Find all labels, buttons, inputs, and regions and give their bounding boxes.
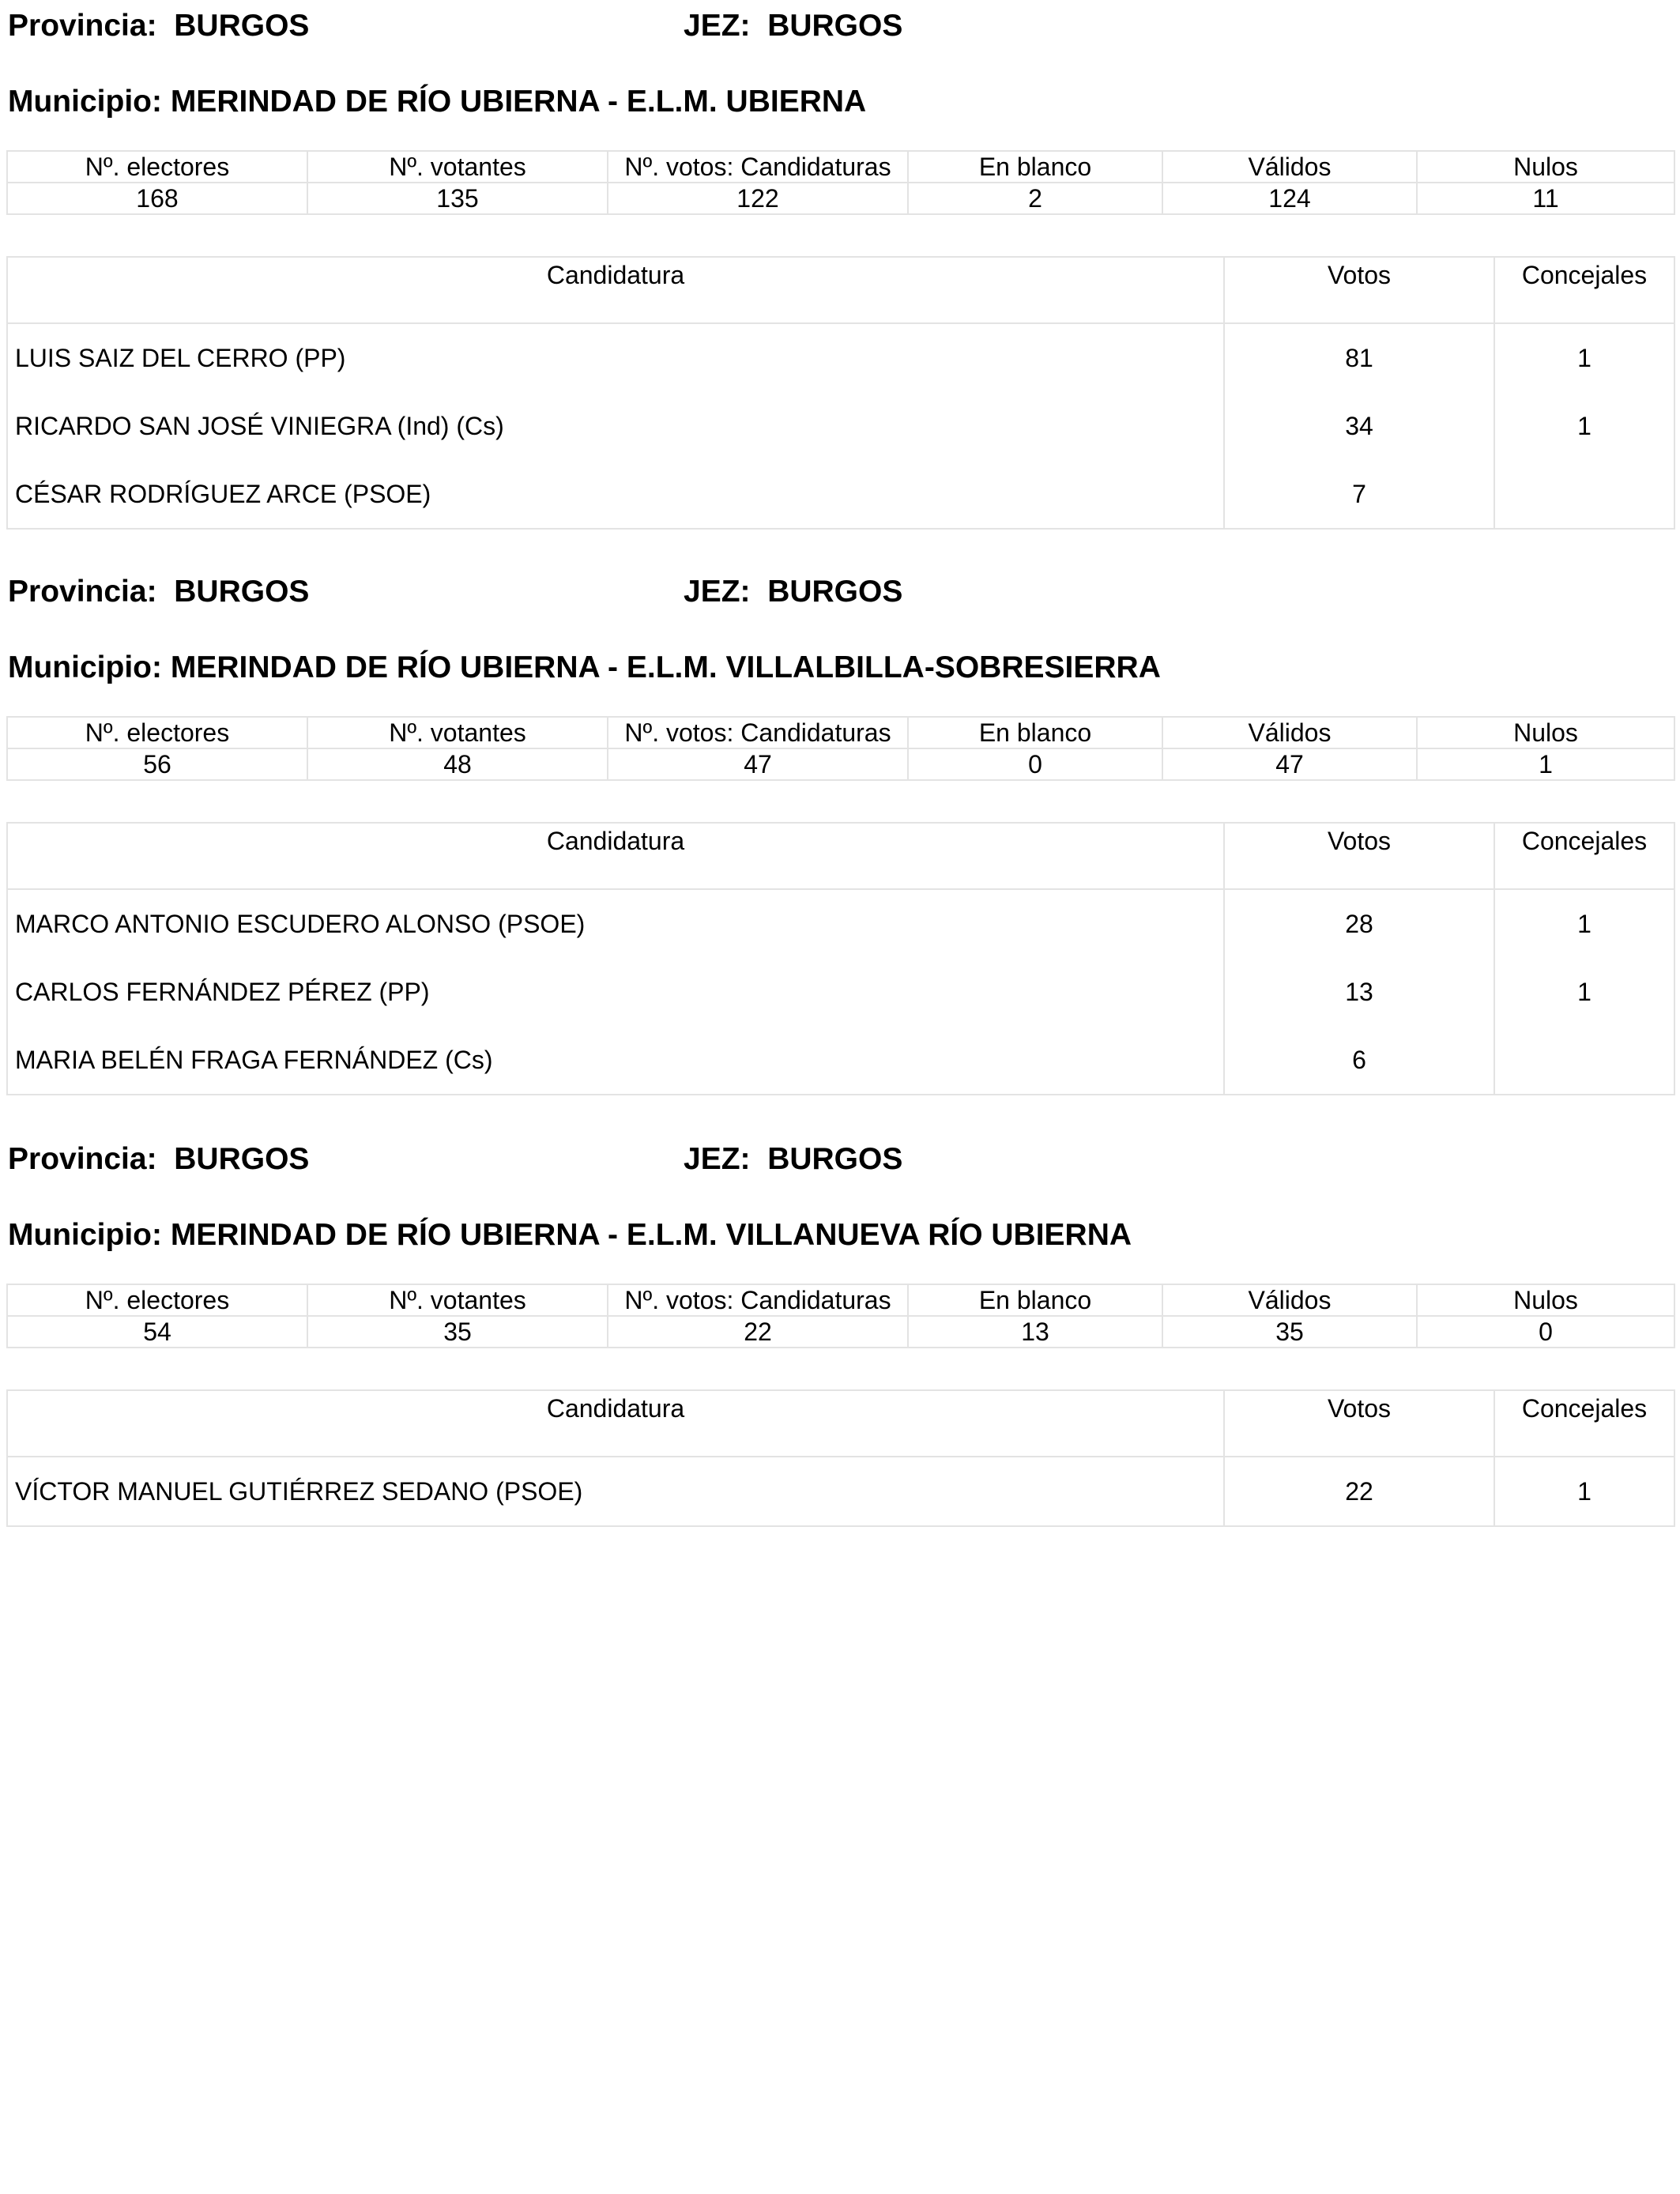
candidate-votos: 34 [1224, 392, 1494, 460]
summary-header-cell: Nº. votos: Candidaturas [608, 717, 908, 748]
votos-header: Votos [1224, 257, 1494, 323]
summary-header-cell: Nº. votos: Candidaturas [608, 151, 908, 183]
candidate-votos: 7 [1224, 460, 1494, 529]
summary-header-cell: En blanco [908, 1284, 1162, 1316]
municipality-section [6, 572, 1674, 1094]
candidates-header-row [7, 823, 1674, 889]
candidate-concejales: 1 [1494, 1457, 1674, 1526]
summary-value-row [7, 748, 1674, 780]
jez-value: BURGOS [767, 1142, 903, 1176]
candidate-concejales [1494, 460, 1674, 529]
candidates-header-row [7, 1390, 1674, 1457]
candidate-votos: 28 [1224, 889, 1494, 958]
summary-table [6, 1284, 1675, 1348]
province-header [8, 1140, 1667, 1179]
summary-value-cell: 13 [908, 1316, 1162, 1348]
candidate-votos: 81 [1224, 323, 1494, 392]
candidatura-header: Candidatura [7, 823, 1224, 889]
summary-header-row [7, 717, 1674, 748]
summary-value-cell: 35 [1162, 1316, 1417, 1348]
summary-header-cell: Nulos [1417, 717, 1674, 748]
summary-value-cell: 22 [608, 1316, 908, 1348]
candidates-table [6, 822, 1675, 1095]
province-header [8, 572, 1667, 612]
jez-label: JEZ: [684, 575, 751, 609]
municipio-title [8, 1214, 1132, 1257]
candidate-concejales [1494, 1026, 1674, 1095]
summary-table [6, 150, 1675, 215]
municipio-label: Municipio: [8, 650, 162, 684]
candidate-row [7, 323, 1674, 392]
province-header [8, 6, 1667, 46]
summary-value-row [7, 1316, 1674, 1348]
summary-header-cell: En blanco [908, 717, 1162, 748]
candidate-row [7, 392, 1674, 460]
municipio-label: Municipio: [8, 85, 162, 119]
votos-header: Votos [1224, 1390, 1494, 1457]
candidate-concejales: 1 [1494, 392, 1674, 460]
provincia-label: Provincia: [8, 575, 157, 609]
municipio-title [8, 647, 1161, 689]
jez-group [684, 6, 902, 46]
candidate-name: MARCO ANTONIO ESCUDERO ALONSO (PSOE) [7, 889, 1224, 958]
summary-header-cell: Nulos [1417, 1284, 1674, 1316]
jez-value: BURGOS [767, 9, 903, 43]
candidate-name: VÍCTOR MANUEL GUTIÉRREZ SEDANO (PSOE) [7, 1457, 1224, 1526]
candidate-name: CÉSAR RODRÍGUEZ ARCE (PSOE) [7, 460, 1224, 529]
summary-header-cell: Nº. votos: Candidaturas [608, 1284, 908, 1316]
summary-header-cell: Nº. votantes [307, 717, 608, 748]
summary-value-cell: 168 [7, 183, 307, 214]
summary-header-cell: Nulos [1417, 151, 1674, 183]
summary-header-row [7, 151, 1674, 183]
candidate-row [7, 1457, 1674, 1526]
municipio-value: MERINDAD DE RÍO UBIERNA - E.L.M. VILLANUEVA RÍO UBIERNA [170, 1218, 1132, 1252]
summary-value-cell: 1 [1417, 748, 1674, 780]
jez-label: JEZ: [684, 9, 751, 43]
summary-header-cell: Nº. votantes [307, 151, 608, 183]
summary-value-cell: 0 [908, 748, 1162, 780]
candidates-header-row [7, 257, 1674, 323]
municipio-title [8, 81, 866, 123]
candidate-name: MARIA BELÉN FRAGA FERNÁNDEZ (Cs) [7, 1026, 1224, 1095]
candidate-concejales: 1 [1494, 958, 1674, 1026]
candidates-table [6, 1389, 1675, 1527]
summary-value-cell: 48 [307, 748, 608, 780]
summary-value-cell: 124 [1162, 183, 1417, 214]
candidate-row [7, 460, 1674, 529]
summary-value-cell: 11 [1417, 183, 1674, 214]
summary-header-cell: En blanco [908, 151, 1162, 183]
summary-value-cell: 2 [908, 183, 1162, 214]
candidate-name: RICARDO SAN JOSÉ VINIEGRA (Ind) (Cs) [7, 392, 1224, 460]
summary-header-cell: Válidos [1162, 717, 1417, 748]
summary-header-cell: Válidos [1162, 151, 1417, 183]
concejales-header: Concejales [1494, 823, 1674, 889]
candidate-row [7, 1026, 1674, 1095]
summary-value-cell: 56 [7, 748, 307, 780]
summary-table [6, 716, 1675, 781]
summary-header-row [7, 1284, 1674, 1316]
summary-value-cell: 47 [1162, 748, 1417, 780]
candidate-votos: 6 [1224, 1026, 1494, 1095]
candidate-concejales: 1 [1494, 889, 1674, 958]
municipio-label: Municipio: [8, 1218, 162, 1252]
candidate-votos: 13 [1224, 958, 1494, 1026]
jez-value: BURGOS [767, 575, 903, 609]
summary-header-cell: Nº. votantes [307, 1284, 608, 1316]
municipality-section [6, 6, 1674, 528]
candidate-concejales: 1 [1494, 323, 1674, 392]
summary-value-cell: 0 [1417, 1316, 1674, 1348]
summary-header-cell: Nº. electores [7, 717, 307, 748]
summary-value-cell: 135 [307, 183, 608, 214]
votos-header: Votos [1224, 823, 1494, 889]
candidates-table [6, 256, 1675, 530]
jez-label: JEZ: [684, 1142, 751, 1176]
candidate-row [7, 889, 1674, 958]
provincia-value: BURGOS [174, 9, 310, 43]
provincia-label: Provincia: [8, 1142, 157, 1176]
provincia-value: BURGOS [174, 575, 310, 609]
concejales-header: Concejales [1494, 257, 1674, 323]
summary-value-cell: 47 [608, 748, 908, 780]
summary-value-cell: 122 [608, 183, 908, 214]
provincia-label: Provincia: [8, 9, 157, 43]
summary-header-cell: Válidos [1162, 1284, 1417, 1316]
jez-group [684, 572, 902, 612]
municipio-value: MERINDAD DE RÍO UBIERNA - E.L.M. VILLALBILLA-SOBRESIERRA [170, 650, 1161, 684]
candidate-name: LUIS SAIZ DEL CERRO (PP) [7, 323, 1224, 392]
candidatura-header: Candidatura [7, 257, 1224, 323]
jez-group [684, 1140, 902, 1179]
summary-value-cell: 54 [7, 1316, 307, 1348]
candidatura-header: Candidatura [7, 1390, 1224, 1457]
summary-value-cell: 35 [307, 1316, 608, 1348]
municipality-section [6, 1140, 1674, 1535]
candidate-row [7, 958, 1674, 1026]
municipio-value: MERINDAD DE RÍO UBIERNA - E.L.M. UBIERNA [170, 85, 867, 119]
candidate-name: CARLOS FERNÁNDEZ PÉREZ (PP) [7, 958, 1224, 1026]
candidate-votos: 22 [1224, 1457, 1494, 1526]
summary-header-cell: Nº. electores [7, 151, 307, 183]
summary-header-cell: Nº. electores [7, 1284, 307, 1316]
summary-value-row [7, 183, 1674, 214]
concejales-header: Concejales [1494, 1390, 1674, 1457]
provincia-value: BURGOS [174, 1142, 310, 1176]
